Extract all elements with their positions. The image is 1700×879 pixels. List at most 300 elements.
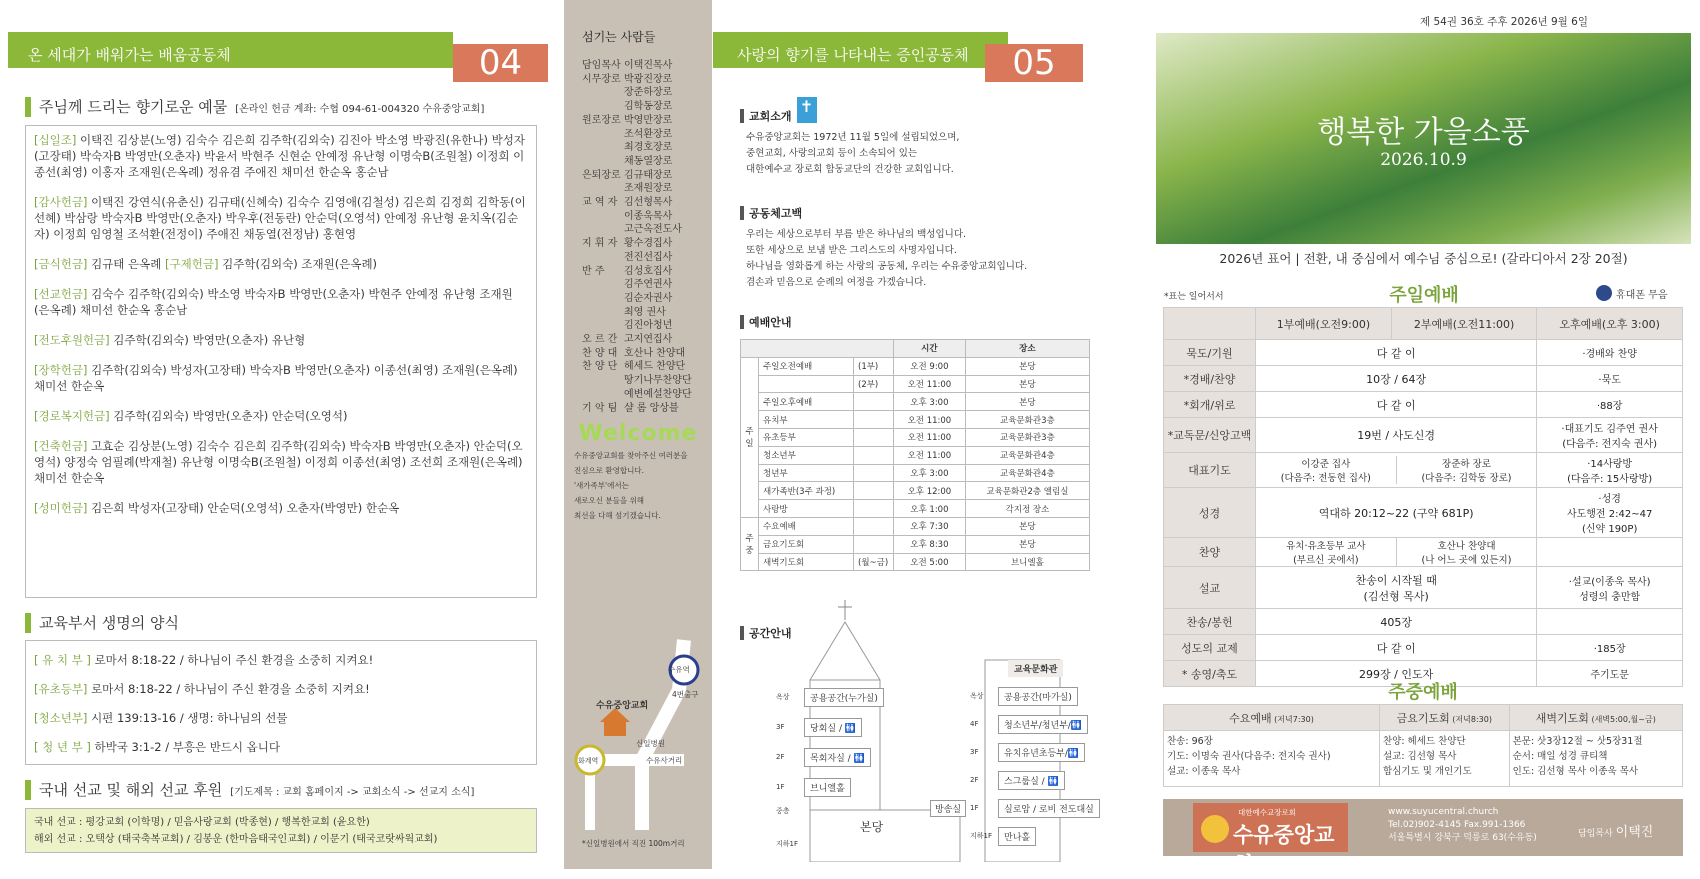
- map-church: 수유중앙교회: [596, 701, 649, 711]
- order-morning: 역대하 20:12~22 (구약 681P): [1256, 488, 1537, 538]
- offering-names: 이택진 김상분(노영) 김숙수 김은희 김주학(김외숙) 김진아 박소영 박광진(유한나) 박성자(고장태) 박숙자B 박영만(오춘자) 박윤서 박현주 신현순 안예정 유난형 이명숙B(조원철) 이정희 이종선(최영) 이홍자 조재원(은옥례) 정유겸 주애진 채미선 한순옥 홍순남: [34, 133, 525, 179]
- section-bar: [740, 109, 744, 123]
- floor-label: 옥상: [970, 692, 984, 700]
- staff-role: 시무장로: [582, 73, 621, 85]
- service-time: 오후 12:00: [894, 482, 966, 500]
- weekday-cell: [1509, 731, 1682, 787]
- service-part: [854, 393, 894, 411]
- order-morning: 찬송이 시작될 때 (김선형 목사): [1256, 567, 1537, 609]
- weekday-worship-table: [1163, 704, 1683, 787]
- edu-dept: [ 유 치 부 ]: [34, 653, 91, 667]
- room-name: 실로암 / 로비 전도대실: [998, 799, 1100, 818]
- offering-names: 김주학(김외숙) 조재원(은옥례): [222, 257, 378, 271]
- panel1-banner: 온 세대가 배워가는 배움공동체: [8, 32, 453, 68]
- staff-row: [564, 182, 712, 196]
- staff-role: [564, 278, 624, 292]
- order-morning: [1256, 538, 1537, 567]
- weekday-line: 설교: 김선형 목사: [1382, 751, 1457, 762]
- service-part: [854, 482, 894, 500]
- weekday-cell: [1164, 731, 1380, 787]
- place-header: 장소: [965, 340, 1089, 358]
- intro-line: 대한예수교 장로회 합동교단의 건강한 교회입니다.: [746, 164, 954, 175]
- pastor-label: 담임목사: [1578, 829, 1613, 839]
- staff-name: 고지연집사: [624, 334, 673, 346]
- staff-name: 박영만장로: [624, 114, 673, 126]
- floor-row: [776, 772, 884, 802]
- floor-row: [970, 822, 1100, 850]
- service-name: 수요예배: [759, 517, 854, 535]
- offering-tag: [건축헌금]: [34, 439, 88, 453]
- panel3-banner: 사랑의 향기를 나타내는 증인공동체: [713, 32, 1008, 68]
- welcome-line: 최선을 다해 섬기겠습니다.: [574, 511, 661, 521]
- service-column: 2부예배(오전11:00): [1391, 308, 1536, 340]
- weekday-line: 찬송: 96장: [1167, 736, 1213, 747]
- offering-names: 고효순 김상분(노영) 김숙수 김은희 김주학(김외숙) 박숙자B 박영만(오춘자) 안순덕(오영석) 양정숙 엄필례(박재철) 유난형 이명숙B(조원철) 이정희 이종선(최영) 조선희 조재원(은옥례) 채미선 한순옥: [34, 439, 523, 485]
- staff-row: [564, 360, 712, 374]
- room-name: 만나홀: [998, 827, 1036, 846]
- worship-row: [741, 517, 1090, 535]
- worship-info-heading: [740, 314, 792, 330]
- order-label: 성도의 교제: [1164, 635, 1256, 661]
- service-place: 본당: [965, 535, 1089, 553]
- website[interactable]: www.suyucentral.church: [1388, 807, 1499, 817]
- edu-scripture: 시편 139:13-16 / 생명: 하나님의 선물: [91, 711, 288, 725]
- confess-line: 또한 세상으로 보냄 받은 그리스도의 사명자입니다.: [746, 245, 957, 256]
- staff-name: 헤세드 찬양단: [624, 361, 686, 373]
- intro-text: [746, 130, 959, 178]
- service-time: 오전 11:00: [894, 411, 966, 429]
- phone-fax: Tel.02)902-4145 Fax.991-1366: [1388, 820, 1526, 830]
- offering-item: [34, 132, 528, 180]
- staff-panel: [564, 0, 712, 869]
- weekday-line: 기도: 이명숙 권사(다음주: 전지숙 권사): [1167, 751, 1331, 762]
- phone-icon: [1596, 285, 1612, 301]
- staff-title: 섬기는 사람들: [582, 30, 656, 44]
- staff-role: 지 휘 자: [582, 238, 618, 250]
- worship-info-title: 예배안내: [749, 316, 792, 329]
- service-name: 새벽기도회: [759, 553, 854, 571]
- weekday-name: 금요기도회: [1396, 711, 1450, 725]
- worship-row: [741, 393, 1090, 411]
- offering-tag: [금식헌금]: [34, 257, 88, 271]
- staff-name: 땅기나무찬양단: [624, 375, 692, 387]
- floor-label: 4F: [970, 720, 979, 728]
- staff-row: [564, 388, 712, 402]
- order-row: [1164, 392, 1683, 418]
- worship-row: [741, 535, 1090, 553]
- order-label: 찬양: [1164, 538, 1256, 567]
- floor-label: 3F: [970, 748, 979, 756]
- welcome-line: '새가족부'에서는: [574, 481, 629, 491]
- order-label: 묵도/기원: [1164, 340, 1256, 366]
- staff-name: 조재원장로: [624, 183, 673, 195]
- floor-row: [970, 682, 1100, 710]
- edu-section-title: [25, 612, 179, 633]
- floor-label: 2F: [970, 776, 979, 784]
- service-place: 본당: [965, 517, 1089, 535]
- offering-names: 김규태 은옥례: [91, 257, 162, 271]
- room-name: 브니엘홀: [804, 778, 851, 797]
- order-afternoon: ·묵도: [1537, 366, 1683, 392]
- staff-row: [564, 251, 712, 265]
- confess-title: 공동체고백: [749, 207, 803, 220]
- worship-row: [741, 411, 1090, 429]
- room-name: 청소년부/청년부/🚻: [998, 715, 1088, 734]
- staff-name: 김주연권사: [624, 279, 673, 291]
- staff-name: 이택진목사: [624, 60, 673, 71]
- welcome-note: [564, 446, 712, 523]
- space-title: 공간안내: [749, 627, 792, 640]
- offering-item: [34, 194, 528, 242]
- staff-name: 장준하장로: [624, 87, 673, 99]
- sunday-order-table: [1163, 307, 1683, 687]
- order-afternoon: ·설교(이종욱 목사) 성령의 충만함: [1537, 567, 1683, 609]
- order-morning: 다 같 이: [1256, 340, 1537, 366]
- edu-dept: [ 청 년 부 ]: [34, 740, 91, 754]
- cross-icon: ✝: [797, 97, 817, 123]
- order-morning: 405장: [1256, 609, 1537, 635]
- order-afternoon: 주기도문: [1537, 661, 1683, 687]
- staff-row: [564, 306, 712, 320]
- mezzanine-label: 중층: [776, 807, 790, 815]
- section-bar: [25, 613, 31, 633]
- staff-role: [564, 319, 624, 333]
- weekday-head: [1509, 705, 1682, 731]
- staff-role: 원로장로: [582, 114, 621, 126]
- section-bar: [740, 626, 744, 640]
- order-afternoon: ·185장: [1537, 635, 1683, 661]
- room-name: 공용공간(마가실): [998, 687, 1078, 706]
- offering-list: [25, 125, 537, 598]
- staff-name: 호산나 찬양대: [624, 347, 686, 359]
- staff-row: [564, 292, 712, 306]
- room-name: 스그룹실 / 🚻: [998, 771, 1065, 790]
- weekday-header: [1164, 705, 1683, 731]
- staff-name: 채동열장로: [624, 155, 673, 167]
- pastor-info: [1578, 821, 1653, 840]
- offering-item: [34, 438, 528, 486]
- service-part: [854, 446, 894, 464]
- edu-scripture: 로마서 8:18-22 / 하나님이 주신 환경을 소중히 지켜요!: [91, 682, 370, 696]
- page-number-04: 04: [453, 44, 548, 82]
- map-station: 수유역: [668, 665, 690, 674]
- staff-name: 최영 권사: [624, 306, 666, 318]
- staff-role: [564, 100, 624, 114]
- staff-name: 전진선집사: [624, 251, 673, 263]
- offering-tag: [전도후원헌금]: [34, 333, 110, 347]
- order-label: *경배/찬양: [1164, 366, 1256, 392]
- edu-item: [34, 739, 528, 755]
- staff-role: [564, 292, 624, 306]
- service-name: 주일오전예배: [759, 357, 854, 375]
- weekday-worship-title: 주중예배: [1388, 682, 1458, 703]
- staff-row: [564, 374, 712, 388]
- service-part: (월~금): [854, 553, 894, 571]
- service-part: [854, 428, 894, 446]
- address: 서울특별시 강북구 덕릉로 63(수유동): [1388, 833, 1537, 843]
- staff-row: [564, 86, 712, 100]
- section-bar: [740, 206, 744, 220]
- staff-role: 찬 양 대: [582, 347, 618, 359]
- order-afternoon: [1537, 609, 1683, 635]
- weekday-time: (저녁8:30): [1449, 714, 1492, 724]
- worship-row: [741, 500, 1090, 518]
- offering-item: [34, 408, 528, 424]
- split-cell: [1256, 538, 1536, 566]
- welcome-line: 새로오신 분들을 위해: [574, 496, 644, 506]
- service-place: 교육문화관4층: [965, 464, 1089, 482]
- mission-note: [기도제목 : 교회 홈페이지 -> 교회소식 -> 선교지 소식]: [230, 787, 475, 798]
- staff-role: 담임목사: [582, 60, 621, 71]
- weekday-time: (새벽5:00,월~금): [1588, 714, 1656, 724]
- staff-role: 찬 양 단: [582, 361, 618, 373]
- staff-row: [564, 333, 712, 347]
- staff-list: [564, 59, 712, 415]
- staff-role: 기 악 팀: [582, 402, 618, 414]
- intro-line: 중현교회, 사랑의교회 등이 소속되어 있는: [746, 148, 918, 159]
- logo-box: [1193, 803, 1348, 877]
- edu-dept: [청소년부]: [34, 711, 88, 725]
- edu-dept: [유초등부]: [34, 682, 88, 696]
- staff-role: [564, 388, 624, 402]
- order-row: [1164, 567, 1683, 609]
- offering-tag: [경로복지헌금]: [34, 409, 110, 423]
- confess-line: 하나님을 영화롭게 하는 사랑의 공동체, 우리는 수유중앙교회입니다.: [746, 261, 1028, 272]
- service-name: 청년부: [759, 464, 854, 482]
- floor-row: [776, 682, 884, 712]
- offering-tag: [선교헌금]: [34, 287, 88, 301]
- worship-row: [741, 428, 1090, 446]
- split-part: 이강준 집사 (다음주: 전동현 집사): [1256, 456, 1397, 484]
- broadcast-room: 방송실: [930, 800, 966, 817]
- staff-row: [564, 169, 712, 183]
- edu-item: [34, 681, 528, 697]
- worship-row: [741, 357, 1090, 375]
- worship-schedule-table: [740, 339, 1090, 571]
- service-part: [854, 535, 894, 553]
- motto: 2026년 표어 | 전환, 내 중심에서 예수님 중심으로! (갈라디아서 2장 20절): [1219, 251, 1628, 266]
- order-afternoon: ·경배와 찬양: [1537, 340, 1683, 366]
- order-afternoon: ·14사랑방 (다음주: 15사랑방): [1537, 453, 1683, 488]
- intro-heading: [740, 97, 817, 124]
- hero-image: [1156, 33, 1691, 244]
- offering-names: 김은희 박성자(고장태) 안순덕(오영석) 오춘자(박영만) 한순옥: [91, 501, 400, 515]
- staff-role: [564, 182, 624, 196]
- section-bar: [25, 97, 31, 117]
- page-number-05: 05: [985, 44, 1083, 82]
- service-time: 오후 8:30: [894, 535, 966, 553]
- mission-title: 국내 선교 및 해외 선교 후원: [39, 781, 223, 799]
- staff-role: [564, 210, 624, 224]
- staff-row: [564, 223, 712, 237]
- order-label: *회개/위로: [1164, 392, 1256, 418]
- service-place: 본당: [965, 375, 1089, 393]
- staff-role: 은퇴장로: [582, 169, 621, 181]
- service-time: 오후 1:00: [894, 500, 966, 518]
- staff-name: 고근옥전도사: [624, 224, 682, 236]
- service-part: (2부): [854, 375, 894, 393]
- service-time: 오전 11:00: [894, 428, 966, 446]
- staff-row: [564, 402, 712, 416]
- order-morning: 다 같 이: [1256, 392, 1537, 418]
- edu-item: [34, 652, 528, 668]
- offering-tag: [구제헌금]: [165, 257, 219, 271]
- service-place: 본당: [965, 393, 1089, 411]
- service-part: [854, 411, 894, 429]
- weekday-head: [1164, 705, 1380, 731]
- service-name: 청소년부: [759, 446, 854, 464]
- service-time: 오후 3:00: [894, 464, 966, 482]
- staff-name: 이종욱목사: [624, 210, 673, 222]
- offering-title: 주님께 드리는 향기로운 예물: [39, 98, 228, 116]
- offering-tag: [장학헌금]: [34, 363, 88, 377]
- staff-name: 샬 롬 앙상블: [624, 402, 679, 414]
- offering-names: 김주학(김외숙) 박영만(오춘자) 유난형: [113, 333, 306, 347]
- order-row: [1164, 538, 1683, 567]
- service-time: 오전 11:00: [894, 446, 966, 464]
- map-hospital: 신일병원: [636, 739, 665, 748]
- staff-name: 황수경집사: [624, 238, 673, 250]
- staff-row: [564, 237, 712, 251]
- offering-names: 이택진 강연식(유춘신) 김규태(신혜숙) 김숙수 김영애(김철성) 김은희 김정희 김학동(이선혜) 박삼랑 박숙자B 박영만(오춘자) 박우후(전동란) 안순덕(오영석) 안예정 유난형 윤치옥(김순자) 이정희 임영철 조석환(전정이) 주애진 채동열(전정남) 홍현영: [34, 195, 526, 241]
- service-place: 본당: [965, 357, 1089, 375]
- split-cell: [1256, 456, 1536, 484]
- section-bar: [25, 780, 31, 800]
- service-part: (1부): [854, 357, 894, 375]
- service-name: 유치부: [759, 411, 854, 429]
- staff-name: 김성호집사: [624, 265, 673, 277]
- room-name: 공용공간(누가실): [804, 688, 884, 707]
- service-time: 오후 7:30: [894, 517, 966, 535]
- service-place: 각지정 장소: [965, 500, 1089, 518]
- phone-notice: [1596, 285, 1667, 301]
- service-name: 새가족반(3주 과정): [759, 482, 854, 500]
- service-time: 오전 9:00: [894, 357, 966, 375]
- map-note: *신일병원에서 직진 100m거리: [582, 839, 685, 848]
- staff-row: [564, 347, 712, 361]
- service-place: 브니엘홀: [965, 553, 1089, 571]
- offering-item: [34, 286, 528, 318]
- offering-names: 김주학(김외숙) 박성자(고장태) 박숙자B 박영만(오춘자) 이종선(최영) 조재원(은옥례) 채미선 한순옥: [34, 363, 518, 393]
- floor-label: 1F: [970, 804, 979, 812]
- service-part: [854, 500, 894, 518]
- intro-line: 수유중앙교회는 1972년 11월 5일에 설립되었으며,: [746, 132, 960, 143]
- staff-role: 오 르 간: [582, 334, 618, 346]
- staff-name: 김규태장로: [624, 169, 673, 181]
- offering-names: 김숙수 김주학(김외숙) 박소영 박숙자B 박영만(오춘자) 박현주 안예정 유난형 조재원(은옥례) 채미선 한순옥 홍순남: [34, 287, 513, 317]
- floor-label: 옥상: [776, 693, 790, 701]
- section-bar: [740, 315, 744, 329]
- weekday-cell: [1379, 731, 1509, 787]
- weekday-line: 찬양: 헤세드 찬양단: [1382, 736, 1466, 747]
- order-label: *교독문/신앙고백: [1164, 418, 1256, 453]
- weekday-time: (저녁7:30): [1271, 714, 1314, 724]
- staff-role: [564, 374, 624, 388]
- floor-row: [776, 742, 884, 772]
- staff-name: 예변예설찬양단: [624, 388, 692, 400]
- order-afternoon: ·대표기도 김주연 권사 (다음주: 전지숙 권사): [1537, 418, 1683, 453]
- weekday-head: [1379, 705, 1509, 731]
- staff-name: 조석환장로: [624, 128, 673, 140]
- offering-item: [34, 500, 528, 516]
- edu-list: [25, 640, 537, 765]
- floor-label: 2F: [776, 753, 785, 761]
- staff-name: 박광진장로: [624, 73, 673, 85]
- room-name: 목회자실 / 🚻: [804, 748, 871, 767]
- contact-info: [1388, 806, 1537, 845]
- church-footer: [1163, 799, 1683, 877]
- service-time: 오후 3:00: [894, 393, 966, 411]
- hero-date: 2026.10.9: [1380, 150, 1467, 170]
- order-morning: 10장 / 64장: [1256, 366, 1537, 392]
- split-part: 호산나 찬양대 (나 어느 곳에 있든지): [1421, 541, 1512, 566]
- mission-foreign: 해외 선교 : 오택상 (태국축복교회) / 김봉운 (한마음태국인교회) / 이문기 (태국코랏싸웍교회): [34, 834, 438, 845]
- staff-role: 반 주: [582, 265, 605, 277]
- basement-label: 지하1F: [776, 840, 799, 848]
- order-row: [1164, 635, 1683, 661]
- weekday-name: 새벽기도회: [1535, 711, 1589, 725]
- floor-label: 지하1F: [970, 832, 993, 840]
- floor-label: 3F: [776, 723, 785, 731]
- floor-row: [970, 738, 1100, 766]
- staff-row: [564, 210, 712, 224]
- order-afternoon: [1537, 538, 1683, 567]
- order-row: [1164, 453, 1683, 488]
- staff-row: [564, 128, 712, 142]
- order-row: [1164, 340, 1683, 366]
- group-weekday: 주중: [741, 517, 759, 570]
- staff-role: 교 역 자: [582, 197, 618, 209]
- offering-item: [34, 332, 528, 348]
- order-label: 설교: [1164, 567, 1256, 609]
- floor-row: [776, 712, 884, 742]
- floor-row: [970, 766, 1100, 794]
- mission-section-title: [25, 779, 474, 800]
- weekday-line: 순서: 매일 성경 큐티책: [1512, 751, 1608, 762]
- order-afternoon: ·성경 사도행전 2:42~47 (신약 190P): [1537, 488, 1683, 538]
- room-name: 당회실 / 🚻: [804, 718, 862, 737]
- church-logo-icon: [1201, 815, 1229, 843]
- offering-item: [34, 256, 528, 272]
- confess-line: 겸손과 믿음으로 순례의 여정을 가겠습니다.: [746, 277, 927, 288]
- mission-box: [25, 808, 537, 853]
- offering-item: [34, 362, 528, 394]
- group-sunday: 주일: [741, 357, 759, 517]
- time-header: 시간: [894, 340, 966, 358]
- staff-name: 김순자권사: [624, 292, 673, 304]
- order-morning: [1256, 453, 1537, 488]
- service-name: 금요기도회: [759, 535, 854, 553]
- order-label: * 송영/축도: [1164, 661, 1256, 687]
- hero-title: 행복한 가을소풍: [1317, 115, 1530, 150]
- worship-row: [741, 446, 1090, 464]
- weekday-line: 인도: 김선형 목사 이종욱 목사: [1512, 766, 1639, 777]
- offering-account-note: [온라인 헌금 계좌: 수협 094-61-004320 수유중앙교회]: [235, 104, 485, 115]
- edu-scripture: 하박국 3:1-2 / 부흥은 반드시 옵니다: [94, 740, 281, 754]
- service-name: 유초등부: [759, 428, 854, 446]
- order-morning: 19번 / 사도신경: [1256, 418, 1537, 453]
- service-name: 사랑방: [759, 500, 854, 518]
- map-exit: 4번출구: [672, 690, 699, 699]
- staff-row: [564, 196, 712, 210]
- weekday-name: 수요예배: [1229, 711, 1272, 725]
- service-name: 주일오후예배: [759, 393, 854, 411]
- order-morning: 299장 / 인도자: [1256, 661, 1537, 687]
- staff-row: [564, 265, 712, 279]
- edu-item: [34, 710, 528, 726]
- staff-row: [564, 155, 712, 169]
- weekday-line: 본문: 삿3장12절 ~ 삿5장31절: [1512, 736, 1643, 747]
